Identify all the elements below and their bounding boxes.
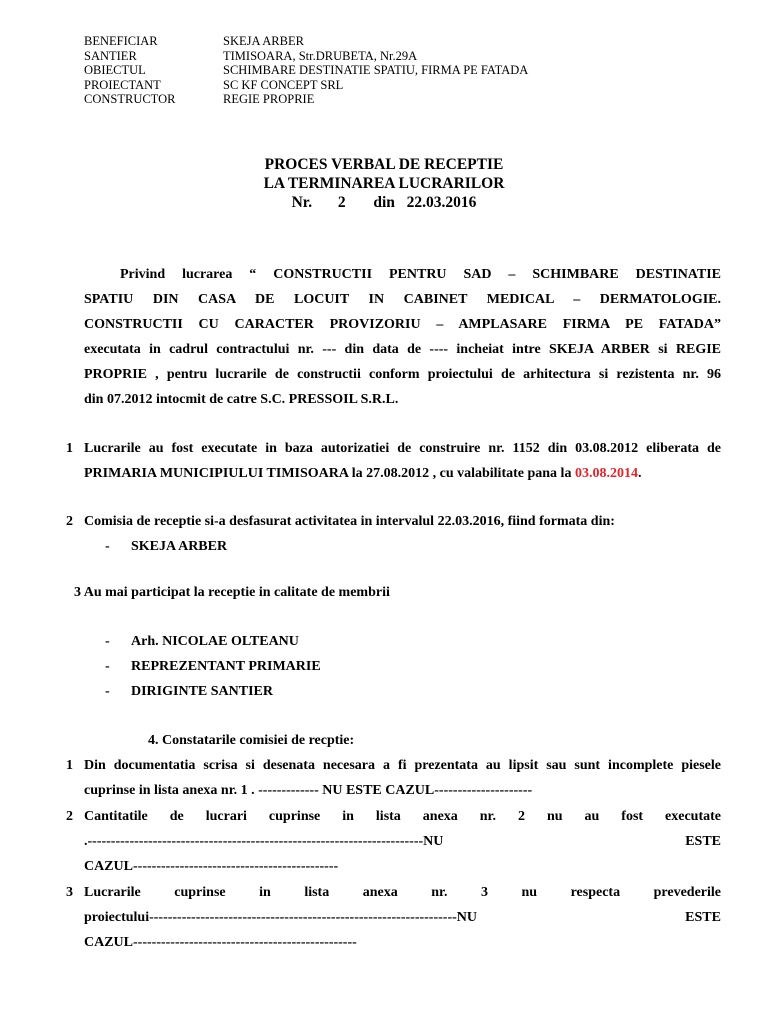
section-1-number: 1 xyxy=(66,441,73,456)
section-1-text xyxy=(84,436,721,486)
committee-member-name: SKEJA ARBER xyxy=(131,539,228,554)
header-row-santier xyxy=(84,49,528,64)
finding-2 xyxy=(84,804,721,879)
finding-2-number: 2 xyxy=(66,809,73,824)
finding-1-line-1: Din documentatia scrisa si desenata necesara a fi prezentata au lipsit sau sunt incomplete piesele xyxy=(84,758,721,773)
title-date: 22.03.2016 xyxy=(406,194,477,211)
din-label: din xyxy=(373,194,395,211)
intro-line: PROPRIE , pentru lucrarile de constructii conform proiectului de arhitectura si rezistenta nr. 96 xyxy=(84,367,721,382)
finding-2-line-1: Cantitatile de lucrari cuprinse in lista anexa nr. 2 nu au fost executate xyxy=(84,809,721,824)
header-value: TIMISOARA, Str.DRUBETA, Nr.29A xyxy=(223,48,418,63)
finding-3-number: 3 xyxy=(66,885,73,900)
header-row-obiectul xyxy=(84,63,528,78)
intro-line: CONSTRUCTII CU CARACTER PROVIZORIU – AMPLASARE FIRMA PE FATADA” xyxy=(84,317,721,332)
participant: - REPREZENTANT PRIMARIE xyxy=(105,659,321,674)
participant: - DIRIGINTE SANTIER xyxy=(105,684,273,699)
finding-2-line-2: .------------------------------------------------------------------------NU ESTE xyxy=(84,834,721,849)
finding-3-line-3: CAZUL------------------------------------------------ xyxy=(84,935,357,950)
header-label: OBIECTUL xyxy=(84,63,146,78)
intro-line: SPATIU DIN CASA DE LOCUIT IN CABINET MEDICAL – DERMATOLOGIE. xyxy=(84,292,721,307)
section-2-text: Comisia de receptie si-a desfasurat activitatea in intervalul 22.03.2016, fiind formata din: xyxy=(84,514,615,529)
finding-3 xyxy=(84,880,721,955)
section-4-heading: 4. Constatarile comisiei de recptie: xyxy=(148,733,355,748)
header-label: CONSTRUCTOR xyxy=(84,92,176,107)
validity-date: 03.08.2014 xyxy=(574,466,638,481)
header-row-constructor xyxy=(84,92,528,107)
header-label: PROIECTANT xyxy=(84,77,161,92)
section-3-text: 3 Au mai participat la receptie in calitate de membrii xyxy=(74,585,390,600)
title-line-2: LA TERMINAREA LUCRARILOR xyxy=(263,175,505,192)
header-value: SKEJA ARBER xyxy=(223,34,304,48)
participant: - Arh. NICOLAE OLTEANU xyxy=(105,634,299,649)
intro-paragraph xyxy=(84,262,721,412)
section-1-line-1: Lucrarile au fost executate in baza autorizatiei de construire nr. 1152 din 03.08.2012 eliberata de xyxy=(84,441,721,456)
header-value: REGIE PROPRIE xyxy=(223,92,315,107)
intro-line: din 07.2012 intocmit de catre S.C. PRESSOIL S.R.L. xyxy=(84,392,399,407)
finding-2-line-3: CAZUL-------------------------------------------- xyxy=(84,859,339,874)
section-2-number: 2 xyxy=(66,514,73,529)
header-label: BENEFICIAR xyxy=(84,34,158,48)
section-1-line-2-end: . xyxy=(637,466,642,481)
finding-1-line-2: cuprinse in lista anexa nr. 1 . ------------- NU ESTE CAZUL--------------------- xyxy=(84,783,533,798)
nr-value: 2 xyxy=(337,194,346,211)
header-value: SCHIMBARE DESTINATIE SPATIU, FIRMA PE FATADA xyxy=(223,63,529,78)
participant-name: REPREZENTANT PRIMARIE xyxy=(131,659,321,674)
nr-label: Nr. xyxy=(291,194,313,211)
header-block xyxy=(84,34,528,107)
finding-3-line-2: proiectului------------------------------------------------------------------NU ESTE xyxy=(84,910,721,925)
section-1-line-2 xyxy=(84,461,721,486)
committee-member: - SKEJA ARBER xyxy=(105,539,228,554)
section-1-line-2-text: PRIMARIA MUNICIPIULUI TIMISOARA la 27.08.2012 , cu valabilitate pana la xyxy=(84,466,575,481)
document-title xyxy=(0,155,768,212)
header-row-proiectant xyxy=(84,78,528,93)
header-value: SC KF CONCEPT SRL xyxy=(223,77,344,92)
participant-name: Arh. NICOLAE OLTEANU xyxy=(131,634,299,649)
participant-name: DIRIGINTE SANTIER xyxy=(131,684,273,699)
intro-line: executata in cadrul contractului nr. --- din data de ---- incheiat intre SKEJA ARBER si REGIE xyxy=(84,342,721,357)
title-number-line xyxy=(0,193,768,212)
header-row-beneficiar xyxy=(84,34,528,49)
title-line-1: PROCES VERBAL DE RECEPTIE xyxy=(264,156,504,173)
finding-1-number: 1 xyxy=(66,758,73,773)
intro-line: Privind lucrarea “ CONSTRUCTII PENTRU SAD – SCHIMBARE DESTINATIE xyxy=(120,267,721,282)
finding-1 xyxy=(84,753,721,803)
header-label: SANTIER xyxy=(84,48,137,63)
finding-3-line-1: Lucrarile cuprinse in lista anexa nr. 3 nu respecta prevederile xyxy=(84,885,721,900)
